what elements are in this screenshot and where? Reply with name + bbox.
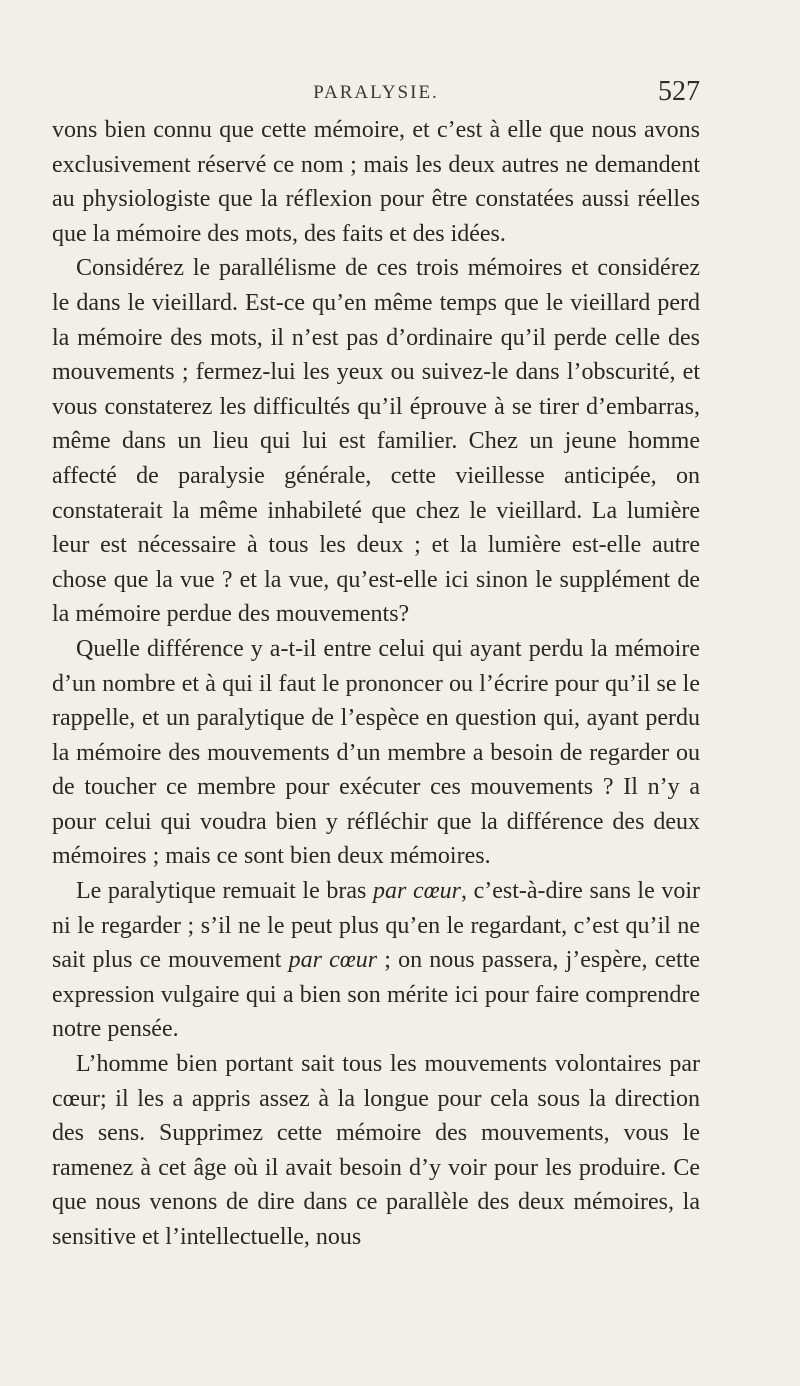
italic-phrase: par cœur (372, 878, 461, 905)
running-head: PARALYSIE. (313, 82, 439, 103)
text-run: ; on nous passera, j’espère, cette expression vulgaire qui a bien son mérite ici pour faire comprendre notre pensée. (52, 947, 700, 1043)
italic-phrase: par cœur (288, 947, 378, 974)
text-run: Le paralytique remuait le bras (76, 878, 373, 905)
page-number: 527 (658, 76, 700, 107)
paragraph (52, 874, 700, 1047)
page-header (52, 76, 700, 110)
paragraph-continuation: vons bien connu que cette mémoire, et c’est à elle que nous avons exclusivement réservé ce nom ; mais les deux autres ne demandent au physiologiste que la réflexion pour être constatées aussi réelles que la mémoire des mots, des faits et des idées. (52, 117, 700, 247)
text-run: , c’est-à-dire sans le voir ni le regarder ; s’il ne le peut plus qu’en le regardant, c’est qu’il ne sait plus ce mouvement (52, 878, 701, 974)
body-text (52, 113, 700, 1255)
paragraph: Quelle différence y a-t-il entre celui qui ayant perdu la mémoire d’un nombre et à qui il faut le prononcer ou l’écrire pour qu’il se le rappelle, et un paralytique de l’espèce en question qui, ayant perdu la mémoire des mouvements d’un membre a besoin de regarder ou de toucher ce membre pour exécuter ces mouvements ? Il n’y a pour celui qui voudra bien y réfléchir que la différence des deux mémoires ; mais ce sont bien deux mémoires. (52, 635, 700, 870)
paragraph: L’homme bien portant sait tous les mouvements volontaires par cœur; il les a appris assez à la longue pour cela sous la direction des sens. Supprimez cette mémoire des mouvements, vous le ramenez à cet âge où il avait besoin d’y voir pour les produire. Ce que nous venons de dire dans ce parallèle des deux mémoires, la sensitive et l’intellectuelle, nous (52, 1051, 700, 1250)
paragraph: Considérez le parallélisme de ces trois mémoires et considérez le dans le vieillard. Est-ce qu’en même temps que le vieillard perd la mémoire des mots, il n’est pas d’ordinaire qu’il perde celle des mouvements ; fermez-lui les yeux ou suivez-le dans l’obscurité, et vous constaterez les difficultés qu’il éprouve à se tirer d’embarras, même dans un lieu qui lui est familier. Chez un jeune homme affecté de paralysie générale, cette vieillesse anticipée, on constaterait la même inhabileté que chez le vieillard. La lumière leur est nécessaire à tous les deux ; et la lumière est-elle autre chose que la vue ? et la vue, qu’est-elle ici sinon le supplément de la mémoire perdue des mouvements? (52, 255, 700, 628)
